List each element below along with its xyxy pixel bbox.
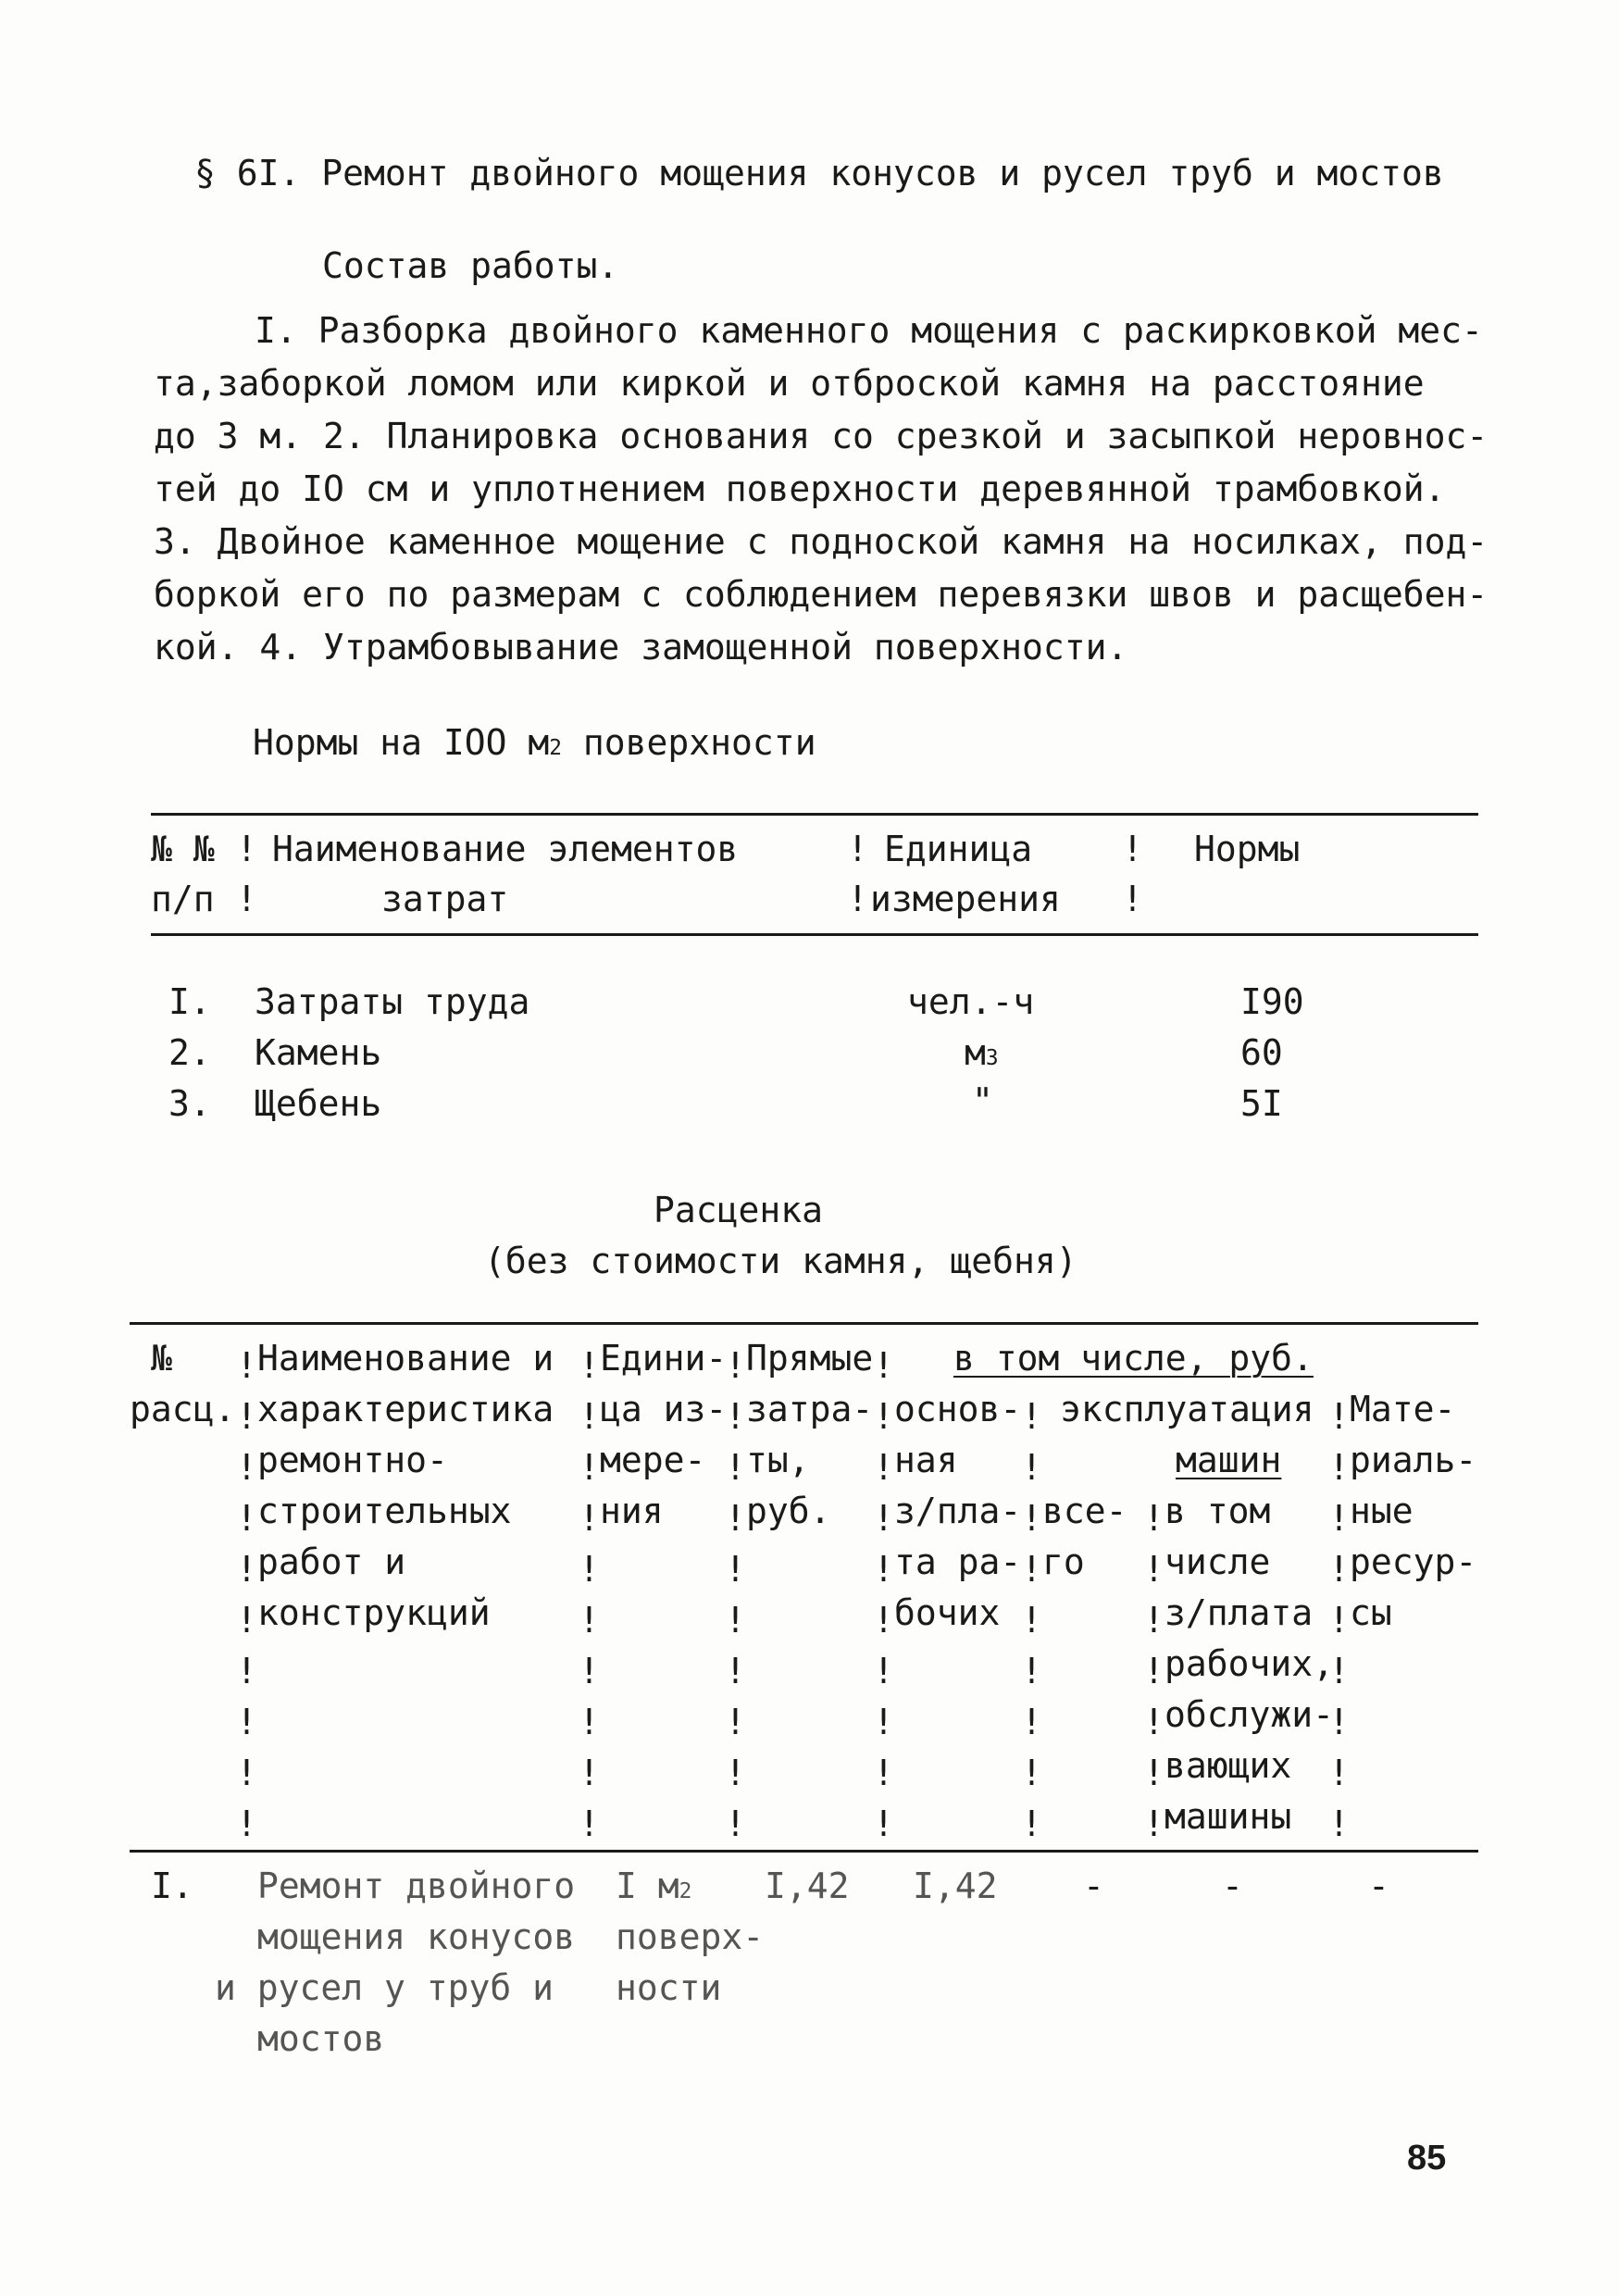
pricing-header-name: строительных bbox=[257, 1491, 512, 1531]
pricing-header-base-wage: бочих bbox=[894, 1592, 1001, 1633]
pricing-exploitation-label: эксплуатация bbox=[1060, 1389, 1314, 1429]
pricing-header-materials: Мате- bbox=[1350, 1389, 1456, 1429]
pricing-sep-column: ! ! ! ! ! ! ! ! ! ! bbox=[236, 1345, 257, 1844]
norms-header-rule bbox=[151, 933, 1478, 936]
norms-header-name-1: Наименование элементов bbox=[272, 829, 739, 869]
pricing-header-num: № bbox=[151, 1338, 172, 1379]
pricing-group-label: в том числе, руб. bbox=[953, 1338, 1314, 1379]
norms-row-value: 5I bbox=[1240, 1083, 1283, 1124]
pricing-header-machines-wage: числе bbox=[1164, 1541, 1271, 1582]
norms-row-value: I90 bbox=[1240, 981, 1304, 1022]
pricing-row-materials: - bbox=[1368, 1866, 1389, 1906]
norms-row-unit: $м^3$ bbox=[965, 1032, 999, 1073]
pricing-header-base-wage: ная bbox=[894, 1440, 958, 1480]
pricing-header-machines-wage: з/плата bbox=[1164, 1592, 1314, 1633]
norms-top-rule bbox=[151, 813, 1478, 816]
norms-row-num: 3. bbox=[168, 1083, 211, 1124]
section-title: § 6I. Ремонт двойного мощения конусов и русел труб и мостов bbox=[194, 153, 1444, 193]
norms-header-name-2: затрат bbox=[381, 879, 509, 919]
norms-header-unit-2: измерения bbox=[870, 879, 1061, 919]
composition-line: до 3 м. 2. Планировка основания со срезкой и засыпкой неровнос- bbox=[154, 416, 1488, 456]
pricing-header-name: работ и bbox=[257, 1541, 406, 1582]
pricing-row-unit: поверх- bbox=[616, 1916, 765, 1957]
pricing-header-direct: ты, bbox=[746, 1440, 810, 1480]
composition-line: 3. Двойное каменное мощение с подноской камня на носилках, под- bbox=[154, 521, 1488, 562]
pricing-header-direct: руб. bbox=[746, 1491, 831, 1531]
norms-header-sep: ! bbox=[847, 879, 868, 919]
pricing-sep-column: ! ! ! ! ! ! ! ! ! bbox=[1021, 1396, 1042, 1844]
norms-row-unit: чел.-ч bbox=[907, 981, 1035, 1022]
norms-row-num: 2. bbox=[168, 1032, 211, 1073]
pricing-header-unit: ния bbox=[600, 1491, 664, 1531]
pricing-row-name: мощения конусов bbox=[257, 1916, 576, 1957]
pricing-row-name: и русел у труб и bbox=[215, 1967, 554, 2008]
norms-header-sep: ! bbox=[236, 879, 257, 919]
composition-line: та,заборкой ломом или киркой и отброской камня на расстояние bbox=[154, 363, 1425, 404]
pricing-header-name: конструкций bbox=[257, 1592, 491, 1633]
norms-header-num-1: № № bbox=[151, 829, 215, 869]
pricing-row-num: I. bbox=[151, 1866, 193, 1906]
norms-header-num-2: п/п bbox=[151, 879, 215, 919]
pricing-header-unit: мере- bbox=[600, 1440, 706, 1480]
pricing-header-machines-wage: машины bbox=[1164, 1796, 1292, 1837]
pricing-sep-column: ! ! ! ! ! ! ! bbox=[1143, 1498, 1164, 1844]
pricing-header-base-wage: та ра- bbox=[894, 1541, 1022, 1582]
norms-header-sep: ! bbox=[1122, 879, 1143, 919]
pricing-row-name: мостов bbox=[257, 2018, 385, 2059]
pricing-header-rule bbox=[130, 1850, 1478, 1853]
pricing-row-name: Ремонт двойного bbox=[257, 1866, 576, 1906]
pricing-title: Расценка bbox=[654, 1190, 824, 1230]
page-number: 85 bbox=[1407, 2139, 1447, 2177]
pricing-row-machines-wage: - bbox=[1222, 1866, 1243, 1906]
composition-line: I. Разборка двойного каменного мощения с раскирковкой мес- bbox=[255, 310, 1483, 351]
pricing-header-machines-total: го bbox=[1042, 1541, 1085, 1582]
norms-row-name: Камень bbox=[255, 1032, 382, 1073]
pricing-sep-column: ! ! ! ! ! ! ! ! ! ! bbox=[873, 1345, 894, 1844]
pricing-header-direct: затра- bbox=[746, 1389, 874, 1429]
norms-row-name: Затраты труда bbox=[255, 981, 530, 1022]
norms-header-value: Нормы bbox=[1194, 829, 1301, 869]
pricing-header-base-wage: з/пла- bbox=[894, 1491, 1022, 1531]
norms-header-sep: ! bbox=[847, 829, 868, 869]
pricing-sep-column: ! ! ! ! ! ! ! ! ! ! bbox=[725, 1345, 746, 1844]
pricing-header-materials: ные bbox=[1350, 1491, 1414, 1531]
composition-heading: Состав работы. bbox=[322, 245, 619, 286]
pricing-header-name: характеристика bbox=[257, 1389, 554, 1429]
composition-line: тей до IO см и уплотнением поверхности деревянной трамбовкой. bbox=[154, 468, 1446, 509]
norms-row-unit: " bbox=[972, 1080, 993, 1121]
pricing-header-base-wage: основ- bbox=[894, 1389, 1022, 1429]
norms-row-name: Щебень bbox=[255, 1083, 382, 1124]
pricing-header-machines-total: все- bbox=[1042, 1491, 1127, 1531]
pricing-header-machines-wage: в том bbox=[1164, 1491, 1271, 1531]
pricing-header-unit: ца из- bbox=[600, 1389, 728, 1429]
pricing-row-base-wage: I,42 bbox=[913, 1866, 998, 1906]
pricing-machines-label: машин bbox=[1176, 1440, 1282, 1480]
pricing-header-machines-wage: обслужи- bbox=[1164, 1694, 1335, 1735]
pricing-header-unit: Едини- bbox=[600, 1338, 728, 1379]
pricing-row-unit: I $м^2$ bbox=[616, 1866, 692, 1906]
pricing-sep-column: ! ! ! ! ! ! ! ! ! bbox=[1328, 1396, 1350, 1844]
pricing-header-materials: ресур- bbox=[1350, 1541, 1477, 1582]
pricing-row-direct: I,42 bbox=[765, 1866, 850, 1906]
norms-caption: Нормы на IOO $м^2$ поверхности bbox=[253, 722, 816, 763]
pricing-header-name: ремонтно- bbox=[257, 1440, 448, 1480]
composition-line: боркой его по размерам с соблюдением перевязки швов и расщебен- bbox=[154, 574, 1488, 615]
pricing-header-direct: Прямые bbox=[746, 1338, 874, 1379]
pricing-sep-column: ! ! ! ! ! ! ! ! ! ! bbox=[579, 1345, 600, 1844]
pricing-header-materials: сы bbox=[1350, 1592, 1392, 1633]
pricing-header-num: расц. bbox=[130, 1389, 236, 1429]
composition-line: кой. 4. Утрамбовывание замощенной поверхности. bbox=[154, 627, 1128, 668]
pricing-header-materials: риаль- bbox=[1350, 1440, 1477, 1480]
pricing-row-unit: ности bbox=[616, 1967, 722, 2008]
norms-row-num: I. bbox=[168, 981, 211, 1022]
pricing-row-machines-total: - bbox=[1083, 1866, 1104, 1906]
pricing-subtitle: (без стоимости камня, щебня) bbox=[484, 1241, 1077, 1281]
pricing-header-name: Наименование и bbox=[257, 1338, 554, 1379]
norms-header-sep: ! bbox=[1122, 829, 1143, 869]
norms-header-unit-1: Единица bbox=[884, 829, 1033, 869]
pricing-top-rule bbox=[130, 1322, 1478, 1325]
pricing-header-machines-wage: рабочих, bbox=[1164, 1643, 1335, 1684]
norms-header-sep: ! bbox=[236, 829, 257, 869]
pricing-header-machines-wage: вающих bbox=[1164, 1745, 1292, 1786]
norms-row-value: 60 bbox=[1240, 1032, 1283, 1073]
